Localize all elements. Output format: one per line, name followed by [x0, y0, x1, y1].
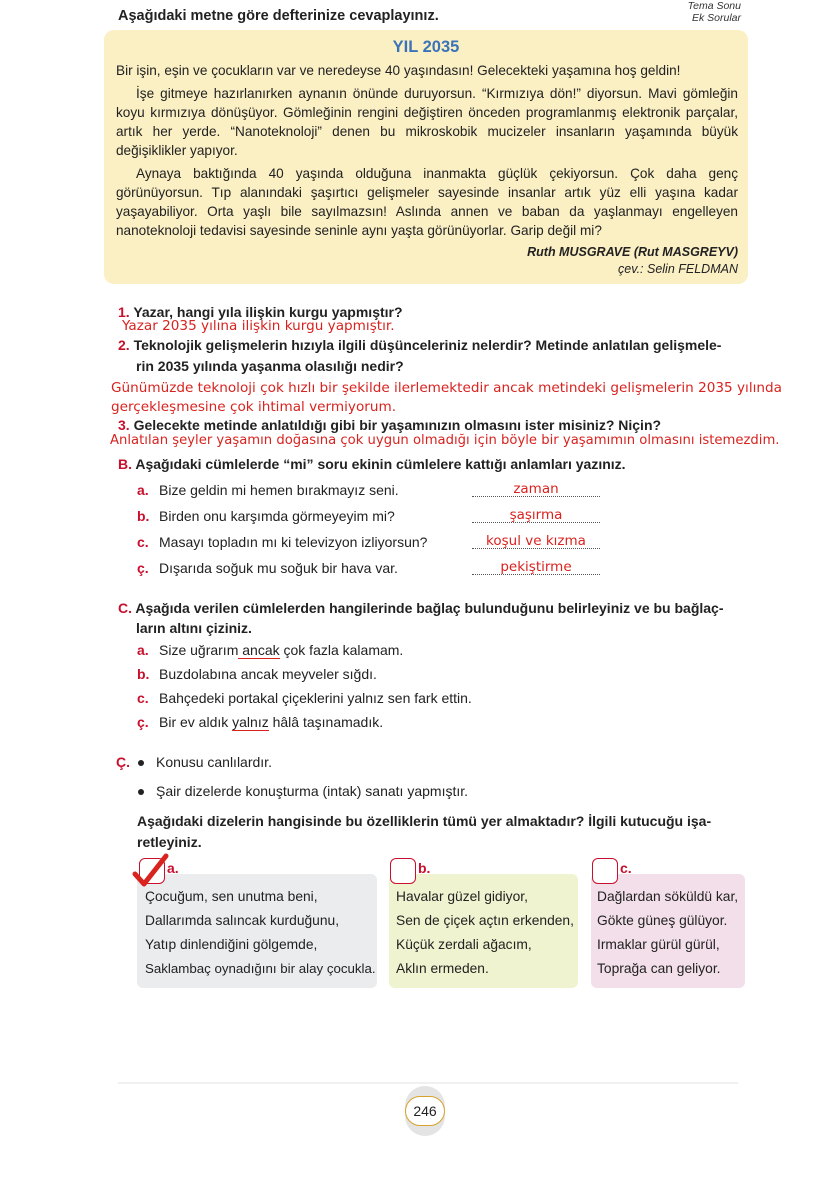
section-letter: B. — [118, 456, 132, 472]
section-b-item-cc — [137, 560, 398, 576]
answer-blank[interactable] — [472, 506, 600, 523]
translator: çev.: Selin FELDMAN — [618, 262, 738, 276]
section-cc-question-line-2: retleyiniz. — [137, 834, 202, 850]
section-cc-bullet-2 — [138, 783, 468, 799]
section-letter: C. — [118, 600, 132, 616]
answer-blank[interactable] — [472, 558, 600, 575]
section-b-title — [118, 454, 626, 474]
question-2-line-2: rin 2035 yılında yaşanma olasılığı nedir? — [136, 358, 404, 374]
item-text: Dışarıda soğuk mu soğuk bir hava var. — [159, 560, 398, 576]
reading-paragraph-3: Aynaya baktığında 40 yaşında olduğuna inanmakta güçlük çekiyorsun. Çok daha genç görünüyorsun. Tıp alanındaki şaşırtıcı gelişmeler sayesinde insanlar artık yüz elli yaşına kadar yaşayabiliyor. Orta yaşlı bile sayılmazsın! Aslında annen ve baban da yaşlanmayı engelleyen nanoteknoloji tedavisi sayesinde seninle aynı yaşta görünüyorlar. Garip değil mi? — [116, 166, 738, 238]
bullet-text: Konusu canlılardır. — [156, 754, 272, 770]
answer-2-line-1: Günümüzde teknoloji çok hızlı bir şekilde ilerlemektedir ancak metindeki gelişmelerin 2035 yılında — [111, 380, 782, 396]
option-b-checkbox[interactable] — [390, 858, 416, 884]
section-b-item-b — [137, 508, 395, 524]
option-c-poem — [597, 885, 738, 981]
section-c-item-c — [137, 690, 472, 706]
instruction-heading: Aşağıdaki metne göre defterinize cevaplayınız. — [118, 8, 439, 24]
item-letter: ç. — [137, 560, 149, 576]
question-text: Teknolojik gelişmelerin hızıyla ilgili düşünceleriniz nelerdir? Metinde anlatılan gelişmele- — [133, 337, 722, 353]
item-text: Bir ev aldık — [159, 714, 233, 730]
section-letter: Ç. — [116, 754, 130, 770]
author: Ruth MUSGRAVE (Rut MASGREYV) — [527, 245, 738, 259]
question-text: Yazar, hangi yıla ilişkin kurgu yapmıştır? — [133, 304, 403, 320]
item-text: Buzdolabına ancak meyveler sığdı. — [159, 666, 377, 682]
question-number: 3. — [118, 417, 130, 433]
item-text: Masayı topladın mı ki televizyon izliyorsun? — [159, 534, 428, 550]
section-title-text: Aşağıdaki cümlelerde “mi” soru ekinin cümlelere kattığı anlamları yazınız. — [135, 456, 626, 472]
option-a-poem — [145, 885, 376, 981]
option-b-poem — [396, 885, 574, 981]
item-letter: c. — [137, 690, 149, 706]
item-letter: ç. — [137, 714, 149, 730]
ek-sorular-label: Ek Sorular — [691, 12, 741, 24]
poem-line: Irmaklar gürül gürül, — [597, 937, 720, 952]
poem-line: Havalar güzel gidiyor, — [396, 889, 528, 904]
item-text-rest: hâlâ taşınamadık. — [268, 714, 384, 730]
option-c-checkbox[interactable] — [592, 858, 618, 884]
section-cc-bullet-1 — [116, 754, 272, 770]
question-text: Gelecekte metinde anlatıldığı gibi bir yaşamınızın olmasını ister misiniz? Niçin? — [133, 417, 662, 433]
poem-line: Çocuğum, sen unutma beni, — [145, 889, 318, 904]
question-number: 1. — [118, 304, 130, 320]
answer-1: Yazar 2035 yılına ilişkin kurgu yapmıştır. — [122, 318, 395, 334]
tema-sonu-label: Tema Sonu — [687, 0, 741, 12]
bullet-icon — [138, 760, 144, 766]
poem-line: Dallarımda salıncak kurduğunu, — [145, 913, 340, 928]
page-number: 246 — [405, 1096, 445, 1126]
blank-answer: koşul ve kızma — [486, 533, 586, 549]
item-text: Birden onu karşımda görmeyeyim mi? — [159, 508, 395, 524]
question-2 — [118, 335, 721, 355]
item-letter: a. — [137, 482, 149, 498]
answer-2-line-2: gerçekleşmesine çok ihtimal vermiyorum. — [111, 399, 397, 415]
poem-line: Aklın ermeden. — [396, 961, 489, 976]
item-text: Size uğrarım — [159, 642, 239, 658]
blank-answer: pekiştirme — [500, 559, 572, 575]
poem-line: Gökte güneş gülüyor. — [597, 913, 728, 928]
section-c-item-cc — [137, 714, 383, 730]
bullet-text: Şair dizelerde konuşturma (intak) sanatı yapmıştır. — [156, 783, 469, 799]
option-a-letter: a. — [167, 860, 179, 876]
item-letter: b. — [137, 508, 150, 524]
reading-paragraph-2: İşe gitmeye hazırlanırken aynanın önünde duruyorsun. “Kırmızıya dön!” diyorsun. Mavi gömleğin koyu kırmızıya dönüşüyor. Gömleğinin rengini değiştiren önceden programlanmış elektronik parçalar, artık her yerde. “Nanoteknoloji” denen bu mikroskobik mucizeler insanların yaşamında büyük değişiklikler yapıyor. — [116, 86, 738, 158]
underlined-conjunction[interactable]: ancak — [238, 642, 280, 658]
reading-paragraph-1: Bir işin, eşin ve çocukların var ve neredeyse 40 yaşındasın! Gelecekteki yaşamına hoş geldin! — [116, 63, 681, 78]
section-c-item-b — [137, 666, 377, 682]
answer-blank[interactable] — [472, 532, 600, 549]
underlined-conjunction[interactable]: yalnız — [232, 714, 269, 730]
section-c-item-a — [137, 642, 403, 658]
poem-line: Dağlardan söküldü kar, — [597, 889, 739, 904]
item-letter: c. — [137, 534, 149, 550]
bullet-icon — [138, 789, 144, 795]
footer-divider — [118, 1082, 738, 1084]
item-letter: a. — [137, 642, 149, 658]
section-b-item-a — [137, 482, 399, 498]
section-c-title — [118, 598, 724, 618]
tema-label — [688, 0, 741, 24]
reading-title: YIL 2035 — [392, 38, 460, 56]
answer-3: Anlatılan şeyler yaşamın doğasına çok uygun olmadığı için böyle bir yaşamımın olmasını istemezdim. — [110, 433, 780, 448]
section-title-text: Aşağıda verilen cümlelerden hangilerinde bağlaç bulunduğunu belirleyiniz ve bu bağlaç- — [135, 600, 724, 616]
poem-line: Yatıp dinlendiğini gölgemde, — [145, 937, 318, 952]
question-number: 2. — [118, 337, 130, 353]
poem-line: Küçük zerdali ağacım, — [396, 937, 532, 952]
poem-line: Toprağa can geliyor. — [597, 961, 721, 976]
option-c-letter: c. — [620, 860, 632, 876]
item-text-rest: çok fazla kalamam. — [279, 642, 404, 658]
item-text: Bahçedeki portakal çiçeklerini yalnız sen fark ettin. — [159, 690, 472, 706]
section-b-item-c — [137, 534, 427, 550]
blank-answer: şaşırma — [509, 507, 563, 523]
item-letter: b. — [137, 666, 150, 682]
section-c-title-line-2: ların altını çiziniz. — [136, 620, 252, 636]
answer-blank[interactable] — [472, 480, 600, 497]
option-b-letter: b. — [418, 860, 431, 876]
poem-line: Saklambaç oynadığını bir alay çocukla. — [145, 961, 376, 976]
poem-line: Sen de çiçek açtın erkenden, — [396, 913, 574, 928]
item-text: Bize geldin mi hemen bırakmayız seni. — [159, 482, 399, 498]
blank-answer: zaman — [513, 481, 559, 497]
section-cc-question: Aşağıdaki dizelerin hangisinde bu özelliklerin tümü yer almaktadır? İlgili kutucuğu işa- — [137, 813, 712, 829]
